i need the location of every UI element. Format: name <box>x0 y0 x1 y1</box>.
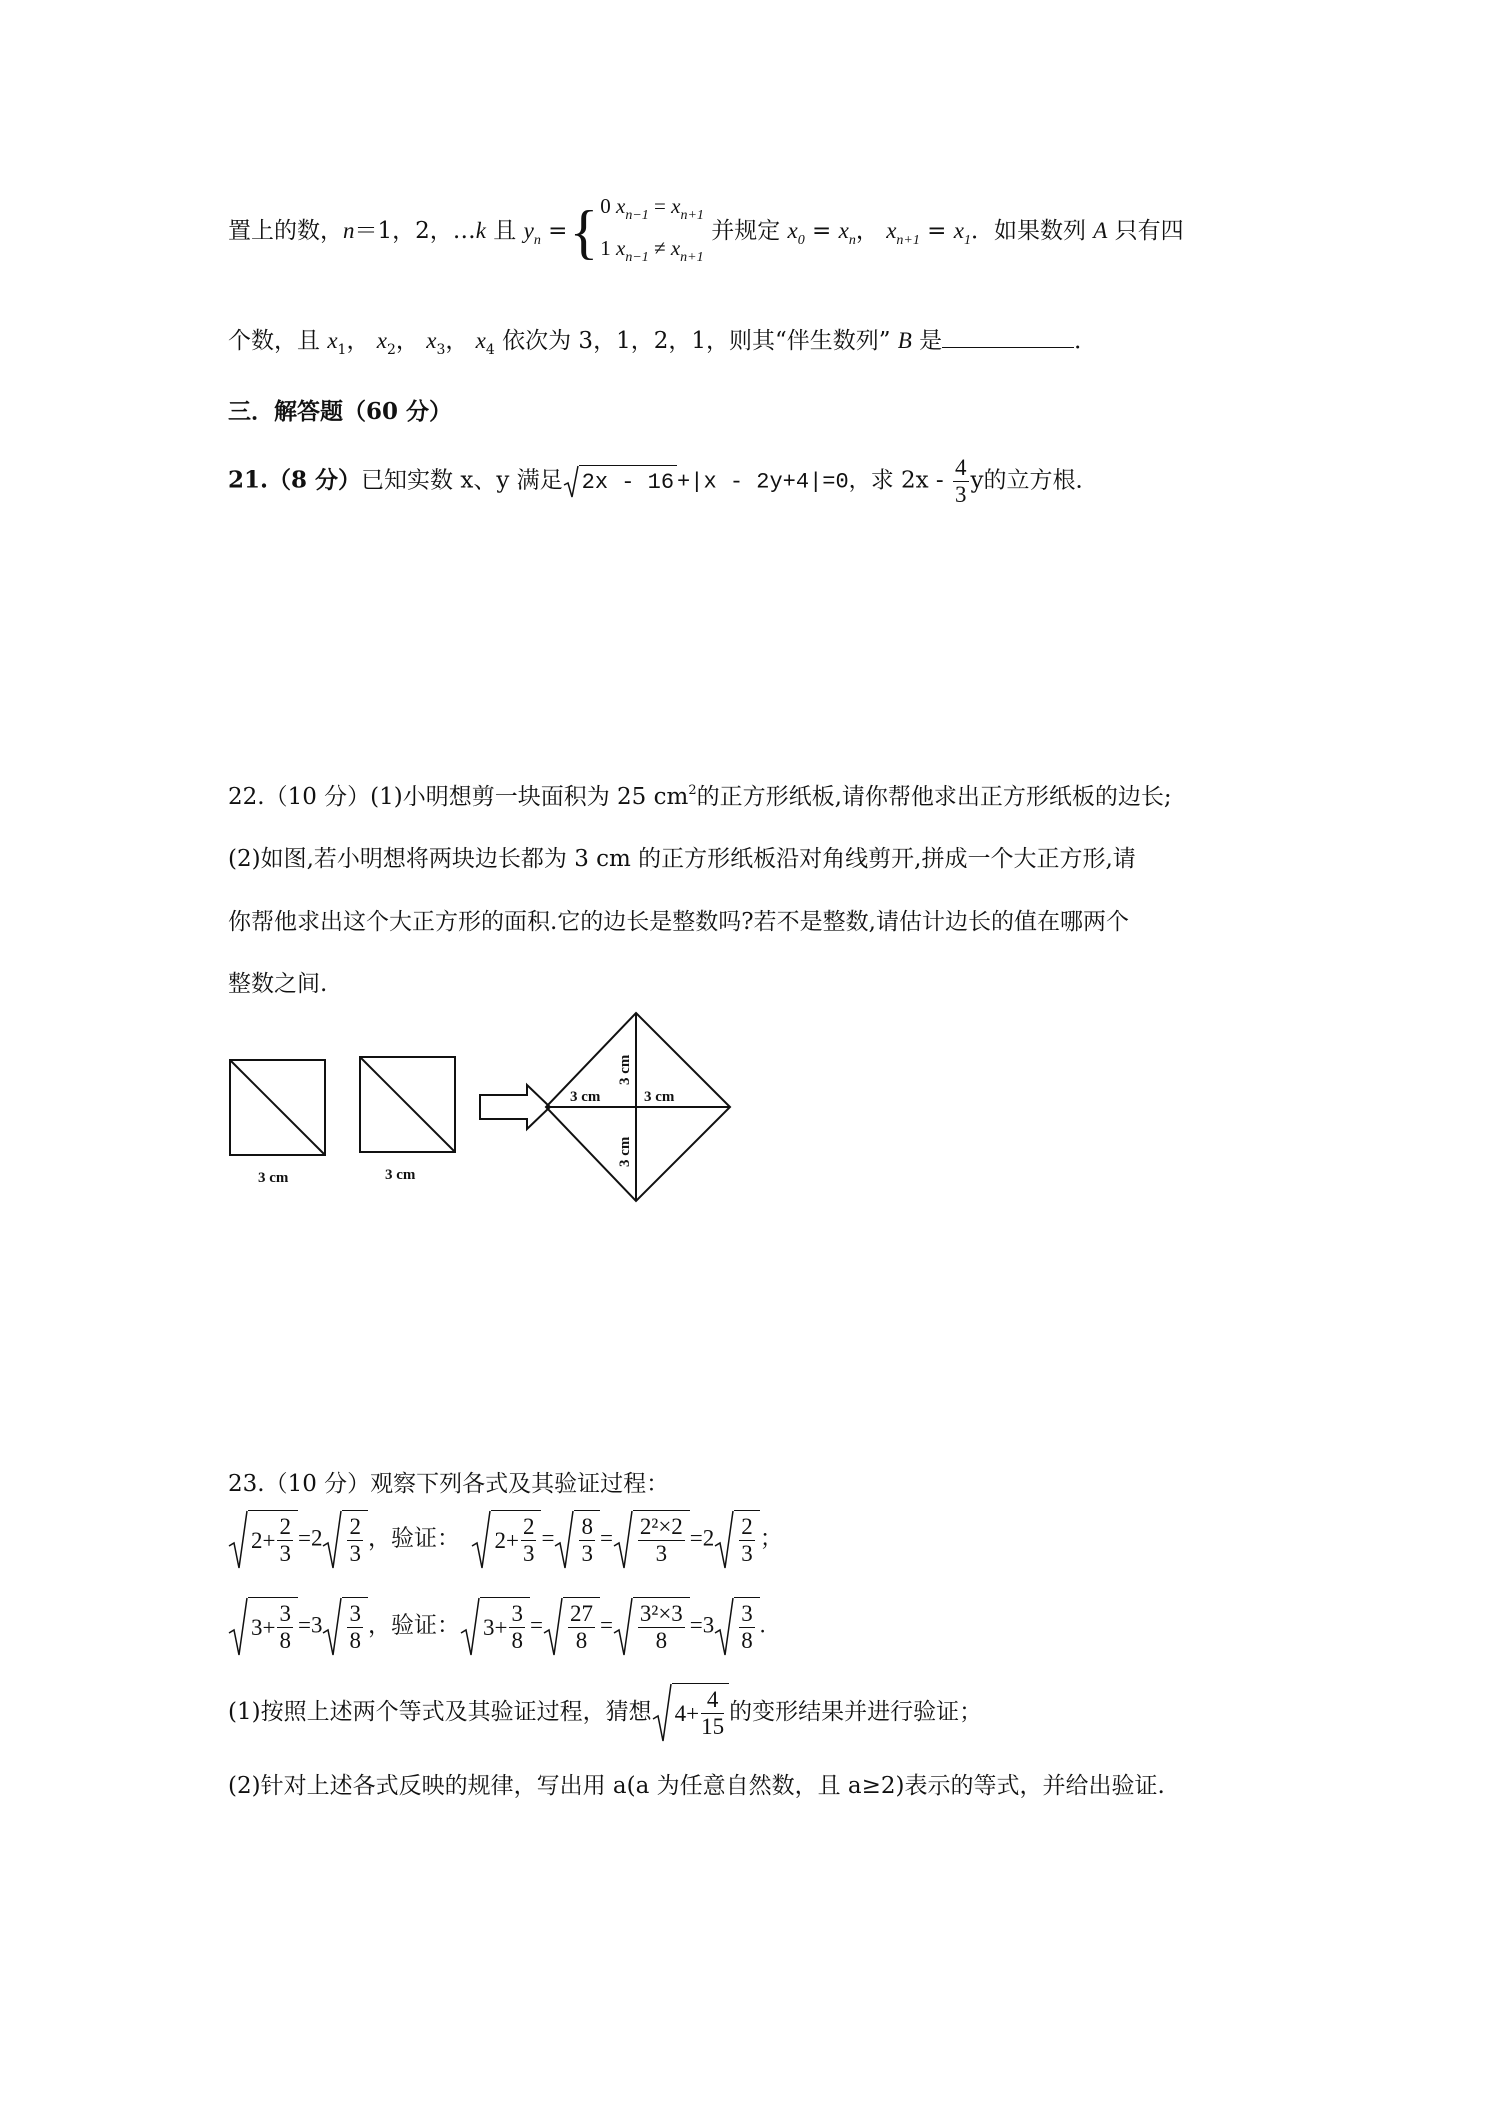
radicand: 2x - 16 <box>579 465 677 499</box>
radical-sign <box>228 1597 248 1657</box>
text: 2+ <box>251 1527 276 1553</box>
denominator: 8 <box>511 1628 523 1653</box>
sub: 3 <box>436 342 446 358</box>
radical-sign <box>714 1597 734 1657</box>
label-square-1: 3 cm <box>258 1170 289 1186</box>
diagonal-1 <box>230 1060 325 1155</box>
denominator: 8 <box>655 1628 668 1653</box>
sqrt <box>322 1510 368 1570</box>
text: y的立方根． <box>970 467 1099 494</box>
numerator: 8 <box>581 1514 593 1539</box>
diagonal-2 <box>360 1057 455 1152</box>
text: 4+ <box>674 1700 700 1726</box>
text: = <box>529 1612 543 1638</box>
numerator: 3²×3 <box>639 1601 683 1626</box>
radicand <box>491 1510 541 1570</box>
fraction <box>568 1601 595 1654</box>
sub: n+1 <box>896 233 920 248</box>
sequence-definition-line <box>228 190 1184 274</box>
numerator: 2 <box>522 1514 535 1539</box>
fraction <box>277 1514 293 1567</box>
text: ， <box>346 328 370 354</box>
sqrt <box>228 1510 298 1570</box>
radical-sign <box>613 1510 633 1570</box>
denominator: 3 <box>522 1541 535 1566</box>
text: =2 <box>297 1525 323 1551</box>
equation-row-2 <box>228 1597 766 1657</box>
text: x <box>953 218 964 243</box>
radicand <box>480 1597 530 1657</box>
fraction <box>277 1601 293 1654</box>
text: 的正方形纸板,请你帮他求出正方形纸板的边长; <box>696 784 1172 810</box>
radicand <box>574 1510 600 1570</box>
text: x <box>475 328 486 353</box>
brace: { <box>569 199 599 265</box>
text: x <box>886 218 897 243</box>
radical-sign <box>554 1510 574 1570</box>
denominator: 3 <box>279 1541 291 1566</box>
equation-row-1 <box>228 1510 783 1570</box>
question-22-line3: 你帮他求出这个大正方形的面积.它的边长是整数吗?若不是整数,请估计边长的值在哪两个 <box>228 909 1129 935</box>
text: =2 <box>689 1525 715 1551</box>
radical-sign <box>543 1597 563 1657</box>
denominator: 8 <box>575 1628 588 1653</box>
sqrt <box>714 1597 760 1657</box>
text: ． <box>1074 328 1098 354</box>
sub: n+1 <box>680 250 704 265</box>
text: 依次为 3，1，2，1，则其“伴生数列” <box>494 328 898 354</box>
sqrt <box>228 1597 298 1657</box>
text: 3+ <box>482 1614 508 1640</box>
sqrt <box>613 1510 690 1570</box>
sub: 0 <box>797 233 805 248</box>
radicand <box>734 1510 760 1570</box>
text: x <box>616 194 626 218</box>
sqrt <box>652 1683 729 1743</box>
numerator: 27 <box>569 1601 593 1626</box>
radical-sign <box>652 1683 672 1743</box>
text: x <box>671 194 681 218</box>
var-k: k <box>475 218 486 243</box>
sub: 4 <box>485 342 495 358</box>
numerator: 4 <box>955 455 967 480</box>
radicand <box>734 1597 760 1657</box>
text: = <box>599 1525 613 1551</box>
fraction <box>739 1514 755 1567</box>
text: = <box>919 218 954 244</box>
fraction <box>521 1514 537 1567</box>
numerator: 2 <box>349 1514 361 1539</box>
numerator: 3 <box>741 1601 753 1626</box>
text: ，验证： <box>367 1612 460 1639</box>
sqrt <box>714 1510 760 1570</box>
radicand <box>342 1597 368 1657</box>
text: ， <box>445 328 469 354</box>
sub: 1 <box>963 233 971 248</box>
sqrt <box>322 1597 368 1657</box>
sup: 2 <box>688 783 697 798</box>
fraction <box>509 1601 525 1654</box>
text: 22.（10 分）(1)小明想剪一块面积为 25 cm <box>228 784 689 810</box>
text: =3 <box>297 1612 323 1638</box>
text: x <box>670 236 681 260</box>
text: 已知实数 x、y 满足 <box>361 467 563 494</box>
text: = <box>541 1525 555 1551</box>
sqrt <box>613 1597 690 1657</box>
sub: n <box>533 233 541 248</box>
text: ， <box>395 328 419 354</box>
denominator: 15 <box>701 1714 725 1739</box>
section-heading: 三．解答题（60 分） <box>228 398 453 425</box>
text: x <box>376 328 387 353</box>
question-22-line1 <box>228 778 1172 811</box>
denominator: 8 <box>279 1628 291 1653</box>
denominator: 3 <box>581 1541 593 1566</box>
text: 只有四 <box>1107 218 1184 244</box>
radical-sign <box>714 1510 734 1570</box>
fraction <box>953 455 969 508</box>
label-square-2: 3 cm <box>385 1167 416 1183</box>
text: = <box>804 218 839 244</box>
var-B: B <box>897 328 912 353</box>
denominator: 3 <box>955 482 967 507</box>
question-21 <box>228 455 1099 508</box>
text: 并规定 <box>703 218 788 244</box>
text: ≠ <box>648 236 671 260</box>
text: x <box>327 328 338 353</box>
text: . <box>759 1612 766 1638</box>
text: x <box>616 236 626 260</box>
question-22-line2: (2)如图,若小明想将两块边长都为 3 cm 的正方形纸板沿对角线剪开,拼成一个大正方形,请 <box>228 846 1136 872</box>
sequence-question-line <box>228 322 1097 358</box>
cases <box>600 190 704 274</box>
text: (1)按照上述两个等式及其验证过程，猜想 <box>228 1699 652 1725</box>
label-bottom-half: 3 cm <box>617 1136 633 1167</box>
numerator: 2 <box>279 1514 291 1539</box>
text: 3+ <box>251 1614 276 1640</box>
numerator: 4 <box>701 1687 724 1714</box>
text: =3 <box>689 1612 715 1638</box>
label-left-half: 3 cm <box>570 1089 601 1105</box>
text: 求 2x - <box>870 467 951 494</box>
radicand <box>672 1683 729 1743</box>
denominator: 3 <box>741 1541 753 1566</box>
sqrt <box>460 1597 530 1657</box>
denominator: 3 <box>349 1541 361 1566</box>
squares-figure <box>220 1005 760 1205</box>
text: x <box>787 218 798 243</box>
sqrt <box>543 1597 600 1657</box>
sub: 2 <box>386 342 396 358</box>
radical-sign <box>563 465 579 499</box>
sub: n−1 <box>625 250 649 265</box>
radical-sign <box>460 1597 480 1657</box>
radicand <box>248 1510 298 1570</box>
text: x <box>838 218 849 243</box>
label-top-half: 3 cm <box>617 1054 633 1085</box>
question-number: 21.（8 分） <box>228 466 362 494</box>
text: 的变形结果并进行验证； <box>729 1699 983 1725</box>
radical-sign <box>228 1510 248 1570</box>
fraction <box>347 1514 363 1567</box>
radicand <box>633 1597 690 1657</box>
fraction <box>347 1601 363 1654</box>
text: 且 <box>486 218 524 244</box>
radical-sign <box>613 1597 633 1657</box>
radicand <box>633 1510 690 1570</box>
text: 2+ <box>494 1527 519 1553</box>
numerator: 3 <box>511 1601 523 1626</box>
var-y: y <box>523 218 534 243</box>
sub: 1 <box>337 342 347 358</box>
var-A: A <box>1093 218 1108 243</box>
label-right-half: 3 cm <box>644 1089 675 1105</box>
radicand <box>248 1597 298 1657</box>
denominator: 3 <box>655 1541 668 1566</box>
sub: n+1 <box>680 208 704 223</box>
denominator: 8 <box>741 1628 753 1653</box>
text: x <box>426 328 437 353</box>
var-n: n <box>343 218 355 243</box>
text: = <box>648 194 672 218</box>
text: = <box>599 1612 613 1638</box>
radicand <box>342 1510 368 1570</box>
sub: n <box>848 233 856 248</box>
text: 是 <box>911 328 943 354</box>
arrow-icon <box>480 1085 550 1129</box>
sqrt <box>563 465 677 499</box>
radicand <box>563 1597 600 1657</box>
text: ＝1，2，… <box>354 218 476 244</box>
question-23-part1 <box>228 1683 982 1743</box>
fraction <box>579 1514 595 1567</box>
numerator: 3 <box>349 1601 361 1626</box>
fraction <box>638 1514 685 1567</box>
text: ， <box>855 218 887 244</box>
text: 个数，且 <box>228 328 328 354</box>
fraction <box>739 1601 755 1654</box>
sqrt <box>471 1510 541 1570</box>
numerator: 2 <box>741 1514 753 1539</box>
fraction <box>701 1687 724 1740</box>
text: ，验证： <box>367 1525 460 1552</box>
question-22-line4: 整数之间. <box>228 971 328 997</box>
numerator: 2²×2 <box>639 1514 683 1539</box>
radical-sign <box>471 1510 491 1570</box>
fraction <box>638 1601 685 1654</box>
text: 置上的数， <box>228 218 343 244</box>
abs-term: +|x - 2y+4|=0， <box>677 469 871 495</box>
text: 1 <box>600 236 616 260</box>
text: = <box>540 218 568 244</box>
numerator: 3 <box>279 1601 291 1626</box>
radical-sign <box>322 1510 342 1570</box>
text: ； <box>759 1525 783 1551</box>
question-23-part2: (2)针对上述各式反映的规律，写出用 a(a 为任意自然数，且 a≥2)表示的等式，并给出验证. <box>228 1773 1165 1799</box>
text: 0 <box>600 194 616 218</box>
question-23-intro: 23.（10 分）观察下列各式及其验证过程： <box>228 1471 670 1497</box>
answer-blank <box>942 329 1074 348</box>
text: ．如果数列 <box>970 218 1094 244</box>
sqrt <box>554 1510 600 1570</box>
radical-sign <box>322 1597 342 1657</box>
sub: n−1 <box>625 208 649 223</box>
denominator: 8 <box>349 1628 361 1653</box>
